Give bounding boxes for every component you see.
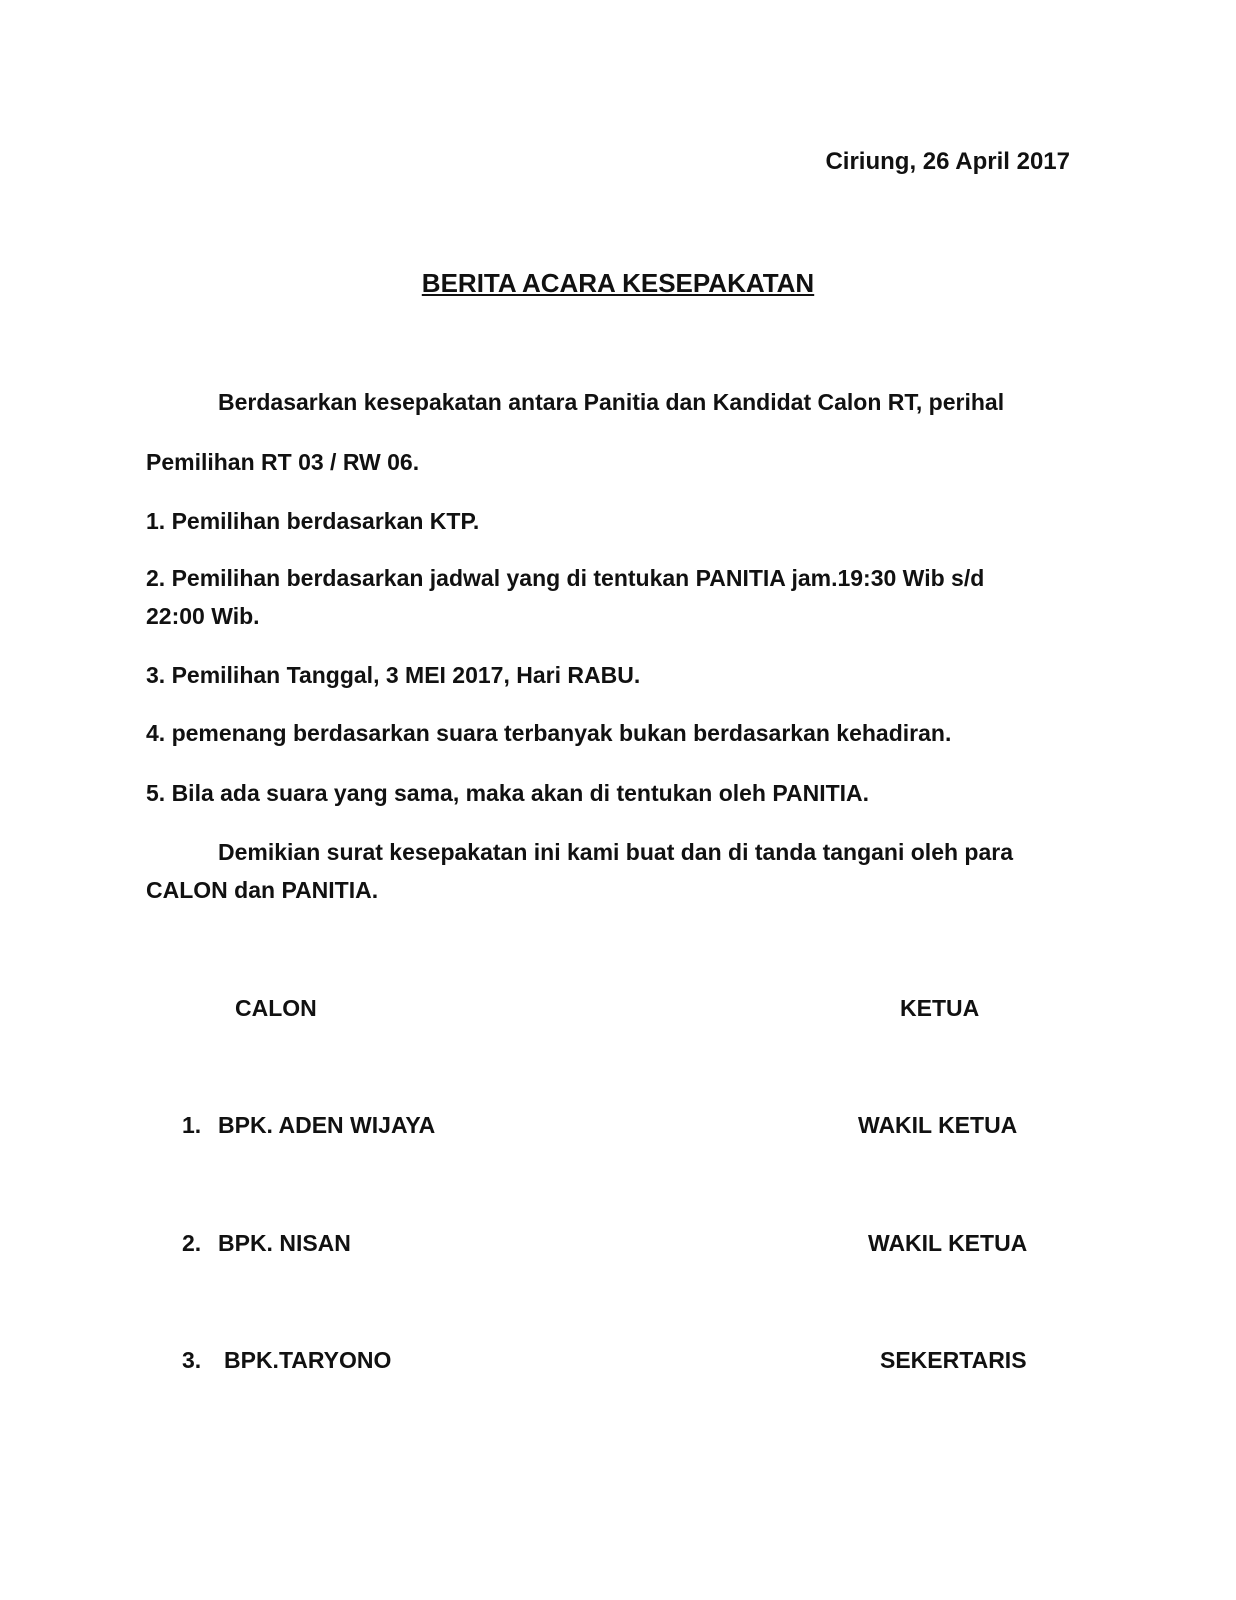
- document-title: BERITA ACARA KESEPAKATAN: [421, 268, 815, 298]
- document-date: Ciriung, 26 April 2017: [825, 148, 1070, 175]
- ketua-heading: KETUA: [900, 995, 980, 1021]
- closing-paragraph-line-1: Demikian surat kesepakatan ini kami buat dan di tanda tangani oleh para: [218, 839, 1014, 865]
- candidate-number: 3.: [182, 1347, 202, 1373]
- candidate-name: BPK. ADEN WIJAYA: [218, 1112, 436, 1138]
- agreement-item-2-line-1: 2. Pemilihan berdasarkan jadwal yang di tentukan PANITIA jam.19:30 Wib s/d: [146, 565, 985, 591]
- candidate-number: 1.: [182, 1112, 202, 1138]
- agreement-item-2-line-2: 22:00 Wib.: [146, 603, 260, 629]
- intro-paragraph-line-2: Pemilihan RT 03 / RW 06.: [146, 449, 420, 475]
- intro-paragraph-line-1: Berdasarkan kesepakatan antara Panitia dan Kandidat Calon RT, perihal: [218, 389, 1005, 415]
- closing-paragraph-line-2: CALON dan PANITIA.: [146, 877, 379, 903]
- agreement-item-4: 4. pemenang berdasarkan suara terbanyak bukan berdasarkan kehadiran.: [146, 720, 952, 746]
- candidate-entry: [182, 1232, 351, 1255]
- committee-role: SEKERTARIS: [880, 1347, 1027, 1373]
- candidate-name: BPK.TARYONO: [224, 1347, 392, 1373]
- calon-heading: CALON: [235, 995, 317, 1021]
- candidate-entry: [182, 1349, 391, 1372]
- candidate-entry: [182, 1114, 435, 1137]
- committee-role: WAKIL KETUA: [868, 1230, 1028, 1256]
- candidate-number: 2.: [182, 1230, 202, 1256]
- committee-role: WAKIL KETUA: [858, 1112, 1018, 1138]
- agreement-item-3: 3. Pemilihan Tanggal, 3 MEI 2017, Hari RABU.: [146, 662, 641, 688]
- agreement-item-5: 5. Bila ada suara yang sama, maka akan di tentukan oleh PANITIA.: [146, 780, 870, 806]
- candidate-name: BPK. NISAN: [218, 1230, 351, 1256]
- agreement-item-1: 1. Pemilihan berdasarkan KTP.: [146, 508, 480, 534]
